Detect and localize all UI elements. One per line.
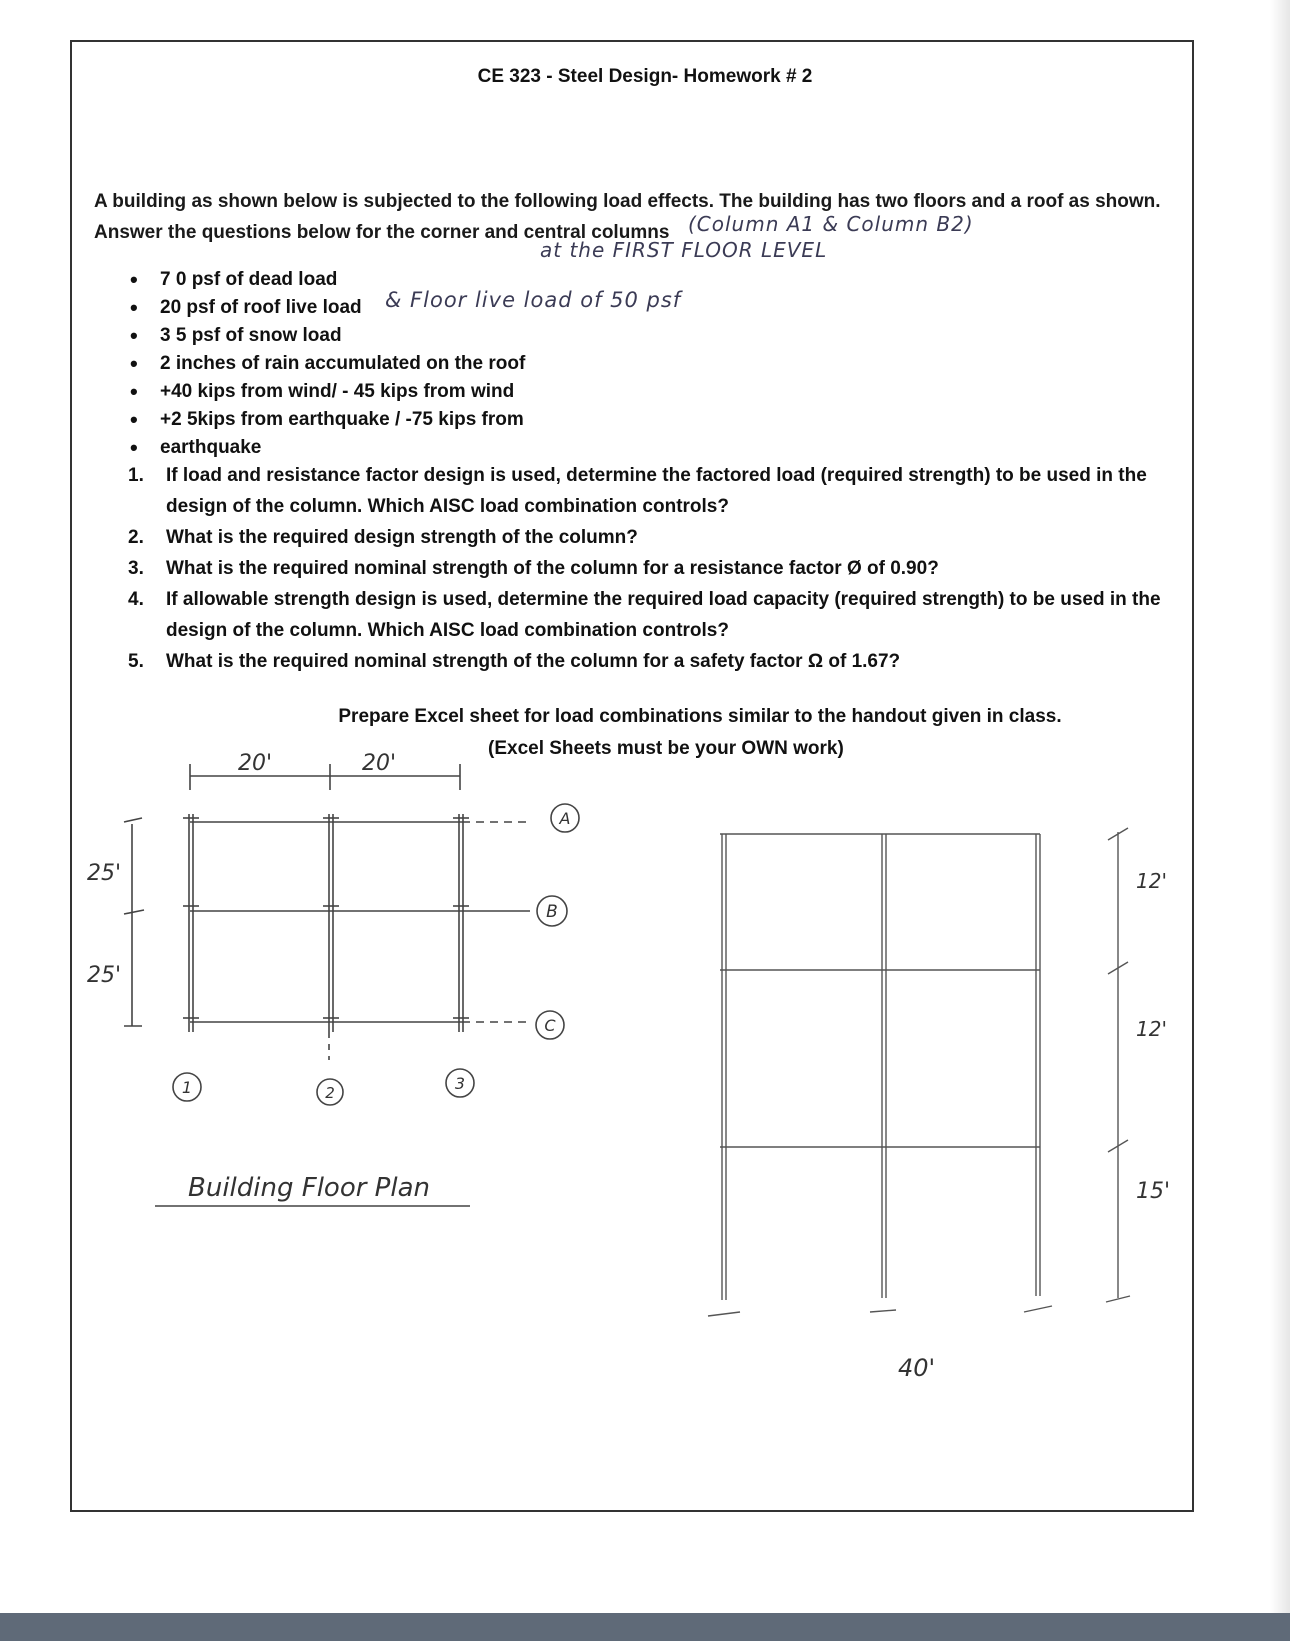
elevation-labels [898,869,1170,1382]
question-number: 3. [128,558,144,579]
grid-label-2: 2 [325,1084,335,1102]
page-title: CE 323 - Steel Design- Homework # 2 [477,66,813,87]
question-number: 1. [128,465,144,486]
handwritten-columns-note: (Column A1 & Column B2) [688,212,974,236]
support-center [870,1310,896,1312]
question-number: 4. [128,589,144,610]
handwritten-floor-live-note: & Floor live load of 50 psf [385,288,682,312]
load-item: • 2 inches of rain accumulated on the roof [130,350,525,378]
load-item-continued: • earthquake [130,434,525,462]
question-number: 5. [128,651,144,672]
dim-left-2-label: 25' [87,963,122,988]
question-text: What is the required nominal strength of the column for a resistance factor Ø of 0.90? [166,558,939,579]
prepare-instruction: Prepare Excel sheet for load combinations similar to the handout given in class. [338,706,1062,727]
grid-label-3: 3 [454,1074,466,1093]
grid-label-a: A [559,809,571,828]
height-label-1: 12' [1136,869,1167,893]
handwritten-level-note: at the FIRST FLOOR LEVEL [540,238,828,262]
height-label-2: 12' [1136,1017,1167,1041]
dim-left-1-label: 25' [87,861,122,886]
grid-label-c: C [544,1016,556,1035]
question-text: What is the required nominal strength of the column for a safety factor Ω of 1.67? [166,651,901,672]
support-left [708,1312,740,1316]
grid-label-b: B [546,902,558,922]
question-text: What is the required design strength of the column? [166,527,638,548]
intro-line-1: A building as shown below is subjected to the following load effects. The building has two floors and a roof as shown. [94,191,1161,212]
grid-label-1: 1 [181,1078,193,1097]
excel-note: (Excel Sheets must be your OWN work) [488,738,844,759]
height-label-3: 15' [1136,1179,1171,1204]
bottom-bar [0,1613,1290,1641]
dim-top-1-label: 20' [238,751,273,776]
question-text: If allowable strength design is used, determine the required load capacity (required strength) to be used in the design of the column. Which AISC load combination controls? [166,589,1161,641]
load-item: • +40 kips from wind/ - 45 kips from wind [130,378,525,406]
support-right [1024,1306,1052,1312]
load-item: • 7 0 psf of dead load [130,266,525,294]
load-item: • 3 5 psf of snow load [130,322,525,350]
question-text: If load and resistance factor design is used, determine the factored load (required strength) to be used in the design of the column. Which AISC load combination controls? [166,465,1147,517]
plan-caption: Building Floor Plan [188,1173,430,1203]
dimension-tick [124,818,142,822]
load-item: • 20 psf of roof live load [130,294,525,322]
intro-line-2: Answer the questions below for the corner and central columns [94,222,670,243]
dim-top-2-label: 20' [362,751,397,776]
question-number: 2. [128,527,144,548]
floor-plan [124,764,579,1206]
dimension-tick [124,910,144,914]
elevation [708,828,1130,1316]
load-item: • +2 5kips from earthquake / -75 kips from [130,406,525,434]
width-label: 40' [898,1354,936,1382]
